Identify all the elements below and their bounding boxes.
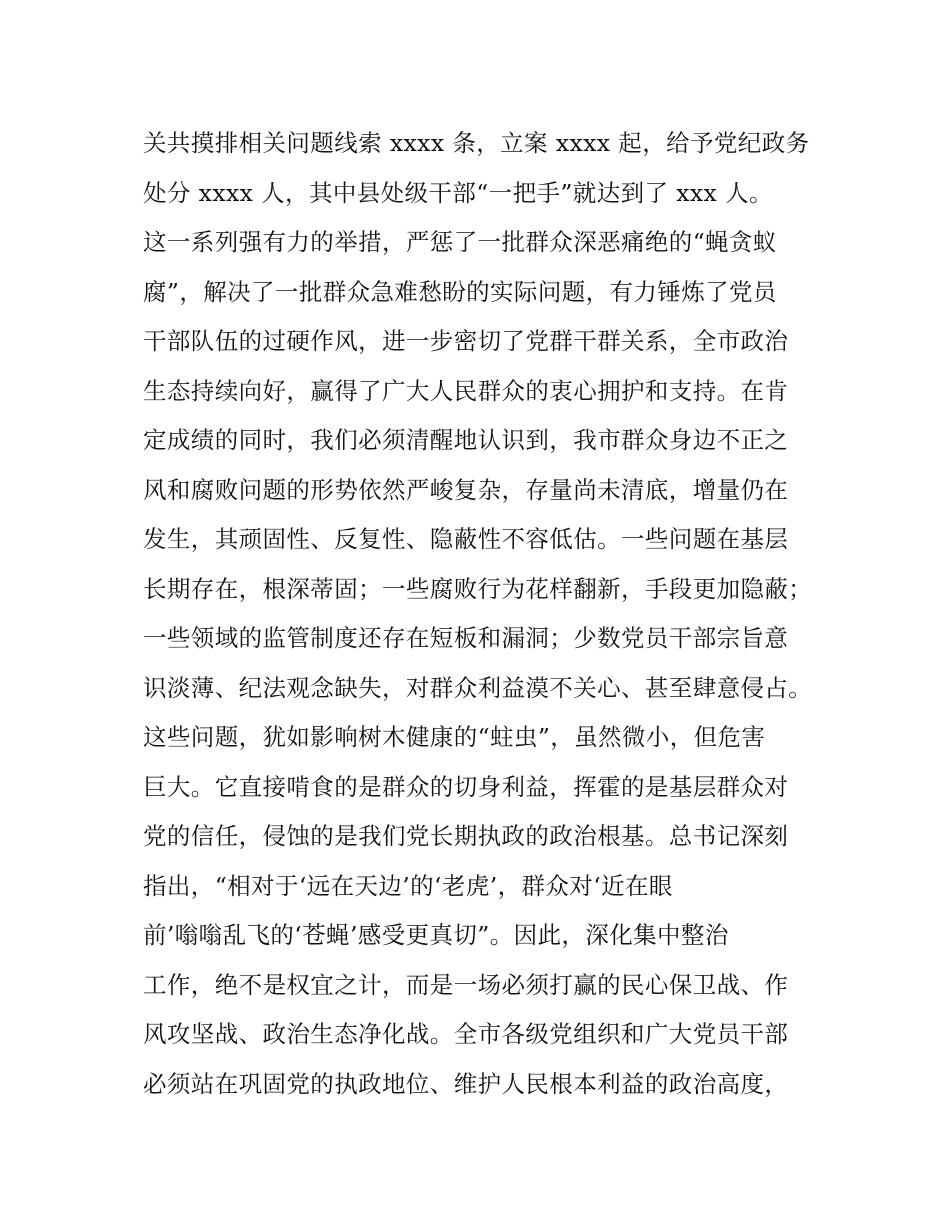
text-line: 党的信任，侵蚀的是我们党长期执政的政治根基。总书记深刻	[143, 822, 789, 850]
text-line: 一些领域的监管制度还存在短板和漏洞；少数党员干部宗旨意	[143, 624, 789, 652]
text-line: 风攻坚战、政治生态净化战。全市各级党组织和广大党员干部	[143, 1020, 789, 1048]
text-line: 必须站在巩固党的执政地位、维护人民根本利益的政治高度，	[143, 1069, 789, 1098]
text-line: 这一系列强有力的举措，严惩了一批群众深恶痛绝的“蝇贪蚁	[143, 228, 777, 256]
text-line: 工作，绝不是权宜之计，而是一场必须打赢的民心保卫战、作	[143, 970, 789, 999]
text-line: 关共摸排相关问题线索 xxxx 条，立案 xxxx 起，给予党纪政务	[143, 129, 810, 157]
text-line: 生态持续向好，赢得了广大人民群众的衷心拥护和支持。在肯	[143, 376, 789, 405]
text-line: 巨大。它直接啃食的是群众的切身利益，挥霍的是基层群众对	[143, 772, 789, 801]
text-line: 定成绩的同时，我们必须清醒地认识到，我市群众身边不正之	[143, 426, 789, 454]
body-text	[143, 125, 833, 1115]
text-line: 腐”，解决了一批群众急难愁盼的实际问题，有力锤炼了党员	[143, 277, 777, 306]
text-line: 前’嗡嗡乱飞的‘苍蝇’感受更真切”。因此，深化集中整治	[143, 921, 729, 949]
text-line: 指出，“相对于‘远在天边’的‘老虎’，群众对‘近在眼	[143, 871, 673, 900]
text-line: 这些问题，犹如影响树木健康的“蛀虫”，虽然微小，但危害	[143, 723, 766, 751]
text-line: 风和腐败问题的形势依然严峻复杂，存量尚未清底，增量仍在	[143, 475, 789, 504]
text-line: 处分 xxxx 人，其中县处级干部“一把手”就达到了 xxx 人。	[143, 178, 773, 207]
text-line: 识淡薄、纪法观念缺失，对群众利益漠不关心、甚至肆意侵占。	[143, 673, 813, 702]
text-line: 干部队伍的过硬作风，进一步密切了党群干群关系，全市政治	[143, 327, 789, 355]
text-line: 发生，其顽固性、反复性、隐蔽性不容低估。一些问题在基层	[143, 525, 789, 553]
text-line: 长期存在，根深蒂固；一些腐败行为花样翻新，手段更加隐蔽；	[143, 574, 813, 603]
